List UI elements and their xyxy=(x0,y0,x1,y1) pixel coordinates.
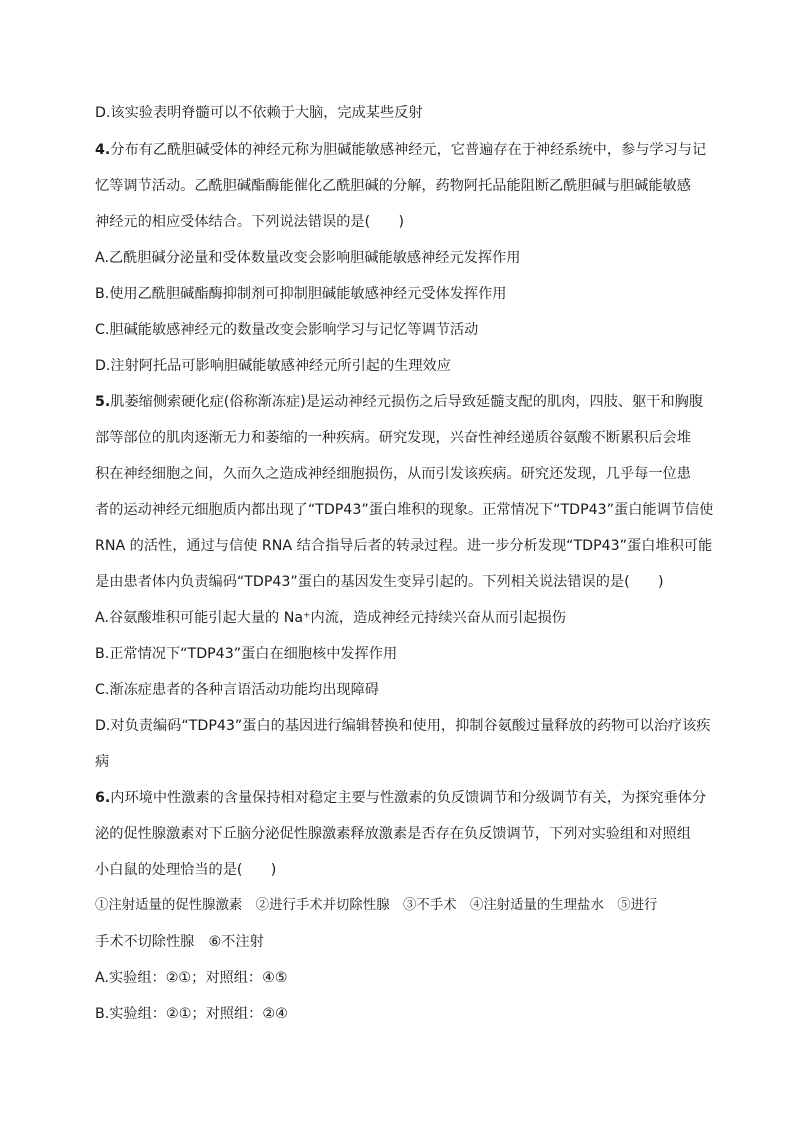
q4-option-c: C.胆碱能敏感神经元的数量改变会影响学习与记忆等调节活动 xyxy=(95,322,479,338)
q5-option-d-line-1: D.对负责编码“TDP43”蛋白的基因进行编辑替换和使用，抑制谷氨酸过量释放的药物可以治疗该疾 xyxy=(95,718,711,734)
q5-stem-line-5: RNA 的活性，通过与信使 RNA 结合指导后者的转录过程。进一步分析发现“TDP43”蛋白堆积可能 xyxy=(95,538,713,554)
q6-treatment-list-line-2: 手术不切除性腺 ⑥不注射 xyxy=(95,934,264,950)
q3-option-d: D.该实验表明脊髓可以不依赖于大脑，完成某些反射 xyxy=(95,105,423,121)
q6-stem-line-2: 泌的促性腺激素对下丘脑分泌促性腺激素释放激素是否存在负反馈调节，下列对实验组和对照组 xyxy=(95,826,691,842)
q4-option-a: A.乙酰胆碱分泌量和受体数量改变会影响胆碱能敏感神经元发挥作用 xyxy=(95,250,521,266)
q6-treatment-list-line-1: ①注射适量的促性腺激素 ②进行手术并切除性腺 ③不手术 ④注射适量的生理盐水 ⑤进行 xyxy=(95,898,658,913)
q5-stem-line-2: 部等部位的肌肉逐渐无力和萎缩的一种疾病。研究发现，兴奋性神经递质谷氨酸不断累积后会堆 xyxy=(95,430,691,446)
q4-stem-line-1: 4.分布有乙酰胆碱受体的神经元称为胆碱能敏感神经元，它普遍存在于神经系统中，参与学习与记 xyxy=(95,142,707,158)
q5-option-d-line-2: 病 xyxy=(95,754,110,770)
q5-stem-line-3: 积在神经细胞之间，久而久之造成神经细胞损伤，从而引发该疾病。研究还发现，几乎每一位患 xyxy=(95,466,691,482)
q5-stem-line-6: 是由患者体内负责编码“TDP43”蛋白的基因发生变异引起的。下列相关说法错误的是( ) xyxy=(95,574,664,590)
q6-stem-line-1: 6.内环境中性激素的含量保持相对稳定主要与性激素的负反馈调节和分级调节有关，为探究垂体分 xyxy=(95,790,707,806)
q5-stem-line-1: 5.肌萎缩侧索硬化症(俗称渐冻症)是运动神经元损伤之后导致延髓支配的肌肉，四肢、躯干和胸腹 xyxy=(95,394,704,410)
question-number-5: 5. xyxy=(95,394,111,410)
q5-option-c: C.渐冻症患者的各种言语活动功能均出现障碍 xyxy=(95,682,379,698)
question-number-6: 6. xyxy=(95,790,111,806)
q6-stem-line-3: 小白鼠的处理恰当的是( ) xyxy=(95,862,277,878)
q4-option-d: D.注射阿托品可影响胆碱能敏感神经元所引起的生理效应 xyxy=(95,358,451,374)
q4-stem-line-3: 神经元的相应受体结合。下列说法错误的是( ) xyxy=(95,214,405,230)
q4-stem-line-2: 忆等调节活动。乙酰胆碱酯酶能催化乙酰胆碱的分解，药物阿托品能阻断乙酰胆碱与胆碱能敏感 xyxy=(95,178,691,194)
q4-option-b: B.使用乙酰胆碱酯酶抑制剂可抑制胆碱能敏感神经元受体发挥作用 xyxy=(95,286,507,302)
q5-stem-line-4: 者的运动神经元细胞质内都出现了“TDP43”蛋白堆积的现象。正常情况下“TDP43”蛋白能调节信使 xyxy=(95,502,714,518)
q5-option-a: A.谷氨酸堆积可能引起大量的 Na⁺内流，造成神经元持续兴奋从而引起损伤 xyxy=(95,610,566,626)
q6-option-b: B.实验组：②①；对照组：②④ xyxy=(95,1006,288,1022)
q5-option-b: B.正常情况下“TDP43”蛋白在细胞核中发挥作用 xyxy=(95,646,398,662)
question-number-4: 4. xyxy=(95,142,111,158)
q6-option-a: A.实验组：②①；对照组：④⑤ xyxy=(95,970,288,986)
